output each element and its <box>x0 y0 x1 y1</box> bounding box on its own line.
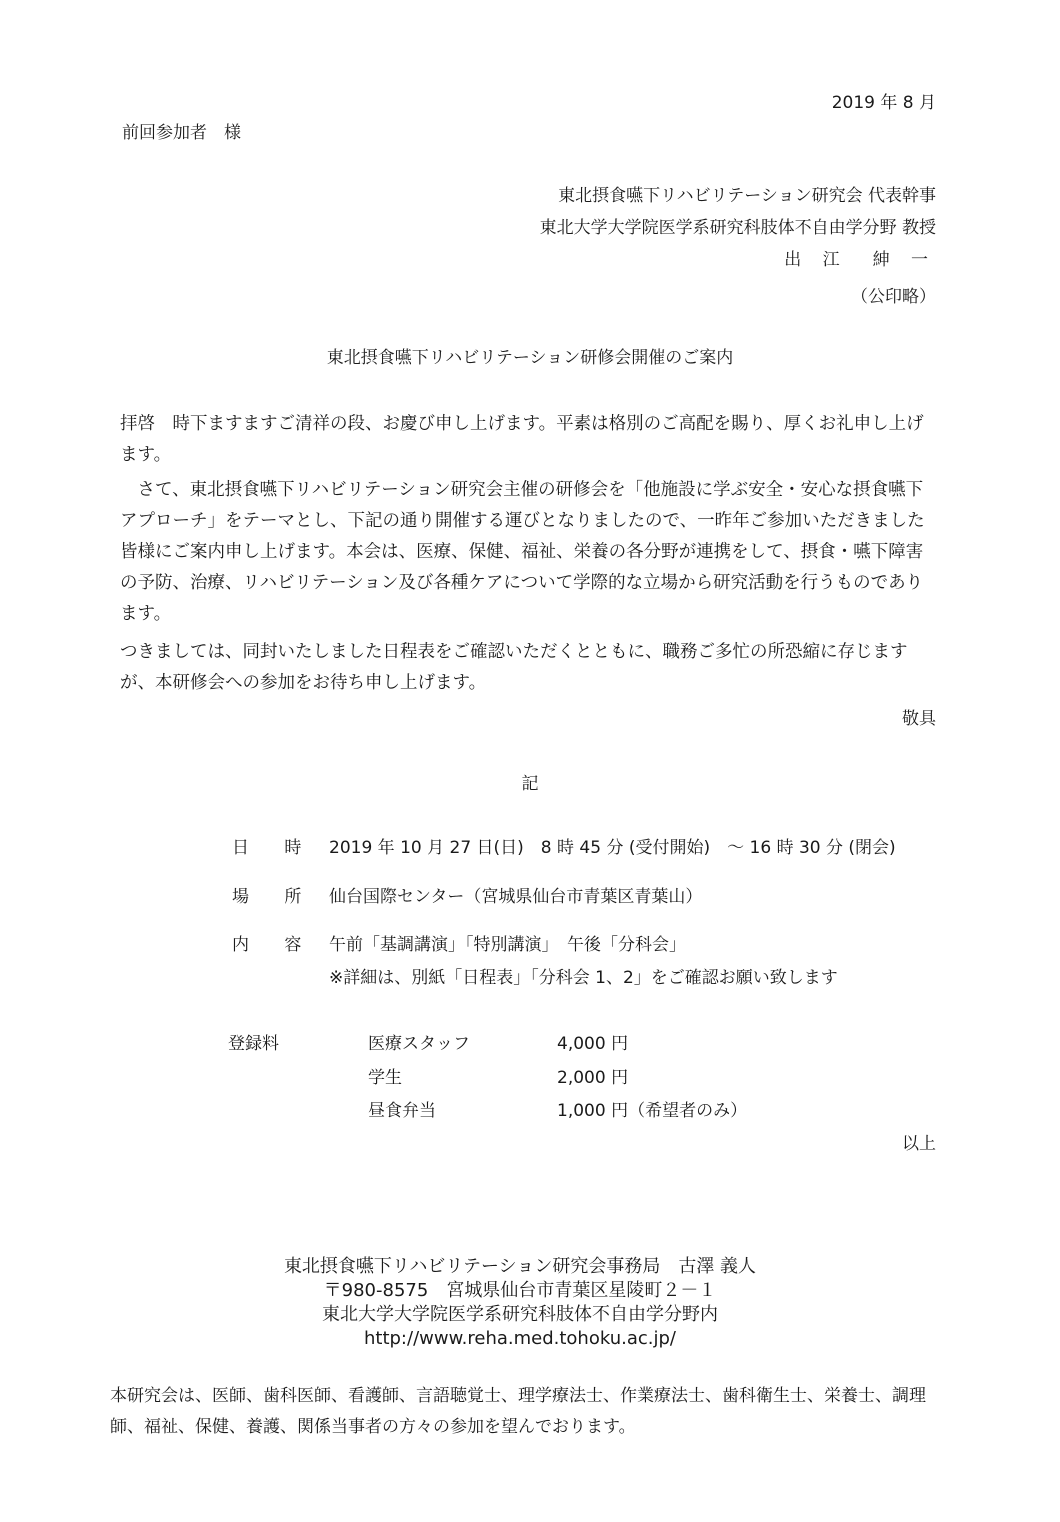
sender-organization: 東北摂食嚥下リハビリテーション研究会 代表幹事 <box>558 186 936 206</box>
office-name: 東北摂食嚥下リハビリテーション研究会事務局 古澤 義人 <box>283 1256 757 1277</box>
request-paragraph: つきましては、同封いたしました日程表をご確認いただくとともに、職務ご多忙の所恐縮に存じますが、本研修会への参加をお待ち申し上げます。 <box>120 642 908 693</box>
venue-label: 場 所 <box>232 887 317 907</box>
seal-omitted-note: （公印略） <box>851 287 936 307</box>
content-note: ※詳細は、別紙「日程表」「分科会 1、2」をご確認お願い致します <box>329 968 838 988</box>
fee-price: 2,000 円 <box>557 1068 629 1088</box>
datetime-value: 2019 年 10 月 27 日(日) 8 時 45 分 (受付開始) ～ 16 時 30 分 (閉会) <box>329 838 896 858</box>
office-url[interactable]: http://www.reha.med.tohoku.ac.jp/ <box>363 1328 676 1349</box>
document-date: 2019 年 8 月 <box>831 93 936 113</box>
sender-affiliation: 東北大学大学院医学系研究科肢体不自由学分野 教授 <box>539 218 936 238</box>
recipient: 前回参加者 様 <box>122 123 241 143</box>
office-address: 〒980-8575 宮城県仙台市青葉区星陵町２－１ <box>323 1280 717 1301</box>
sender-name: 出 江 紳 一 <box>784 250 936 270</box>
datetime-label: 日 時 <box>232 838 317 858</box>
fee-price: 4,000 円 <box>557 1034 629 1054</box>
end-mark: 以上 <box>902 1134 936 1154</box>
content-value: 午前「基調講演」「特別講演」 午後「分科会」 <box>329 935 686 955</box>
document-title: 東北摂食嚥下リハビリテーション研修会開催のご案内 <box>326 348 734 368</box>
main-paragraph: さて、東北摂食嚥下リハビリテーション研究会主催の研修会を「他施設に学ぶ安全・安心な摂食嚥下アプローチ」をテーマとし、下記の通り開催する運びとなりましたので、一昨年ご参加いただきました皆様にご案内申し上げます。本会は、医療、保健、福祉、栄養の各分野が連携をして、摂食・嚥下障害の予防、治療、リハビリテーション及び各種ケアについて学際的な立場から研究活動を行うものであります。 <box>120 480 925 624</box>
closing-keigu: 敬具 <box>902 709 936 729</box>
fee-price: 1,000 円（希望者のみ） <box>557 1101 748 1121</box>
fee-item: 昼食弁当 <box>368 1101 436 1121</box>
participants-note: 本研究会は、医師、歯科医師、看護師、言語聴覚士、理学療法士、作業療法士、歯科衛生士、栄養士、調理師、福祉、保健、養護、関係当事者の方々の参加を望んでおります。 <box>110 1386 926 1437</box>
content-label: 内 容 <box>232 935 317 955</box>
fee-label: 登録料 <box>228 1034 279 1054</box>
venue-value: 仙台国際センター（宮城県仙台市青葉区青葉山） <box>329 887 703 907</box>
fee-item: 学生 <box>368 1068 402 1088</box>
office-department: 東北大学大学院医学系研究科肢体不自由学分野内 <box>322 1304 718 1325</box>
ki-heading: 記 <box>521 774 539 794</box>
fee-item: 医療スタッフ <box>368 1034 470 1054</box>
greeting-paragraph: 拝啓 時下ますますご清祥の段、お慶び申し上げます。平素は格別のご高配を賜り、厚くお礼申し上げます。 <box>120 414 924 465</box>
